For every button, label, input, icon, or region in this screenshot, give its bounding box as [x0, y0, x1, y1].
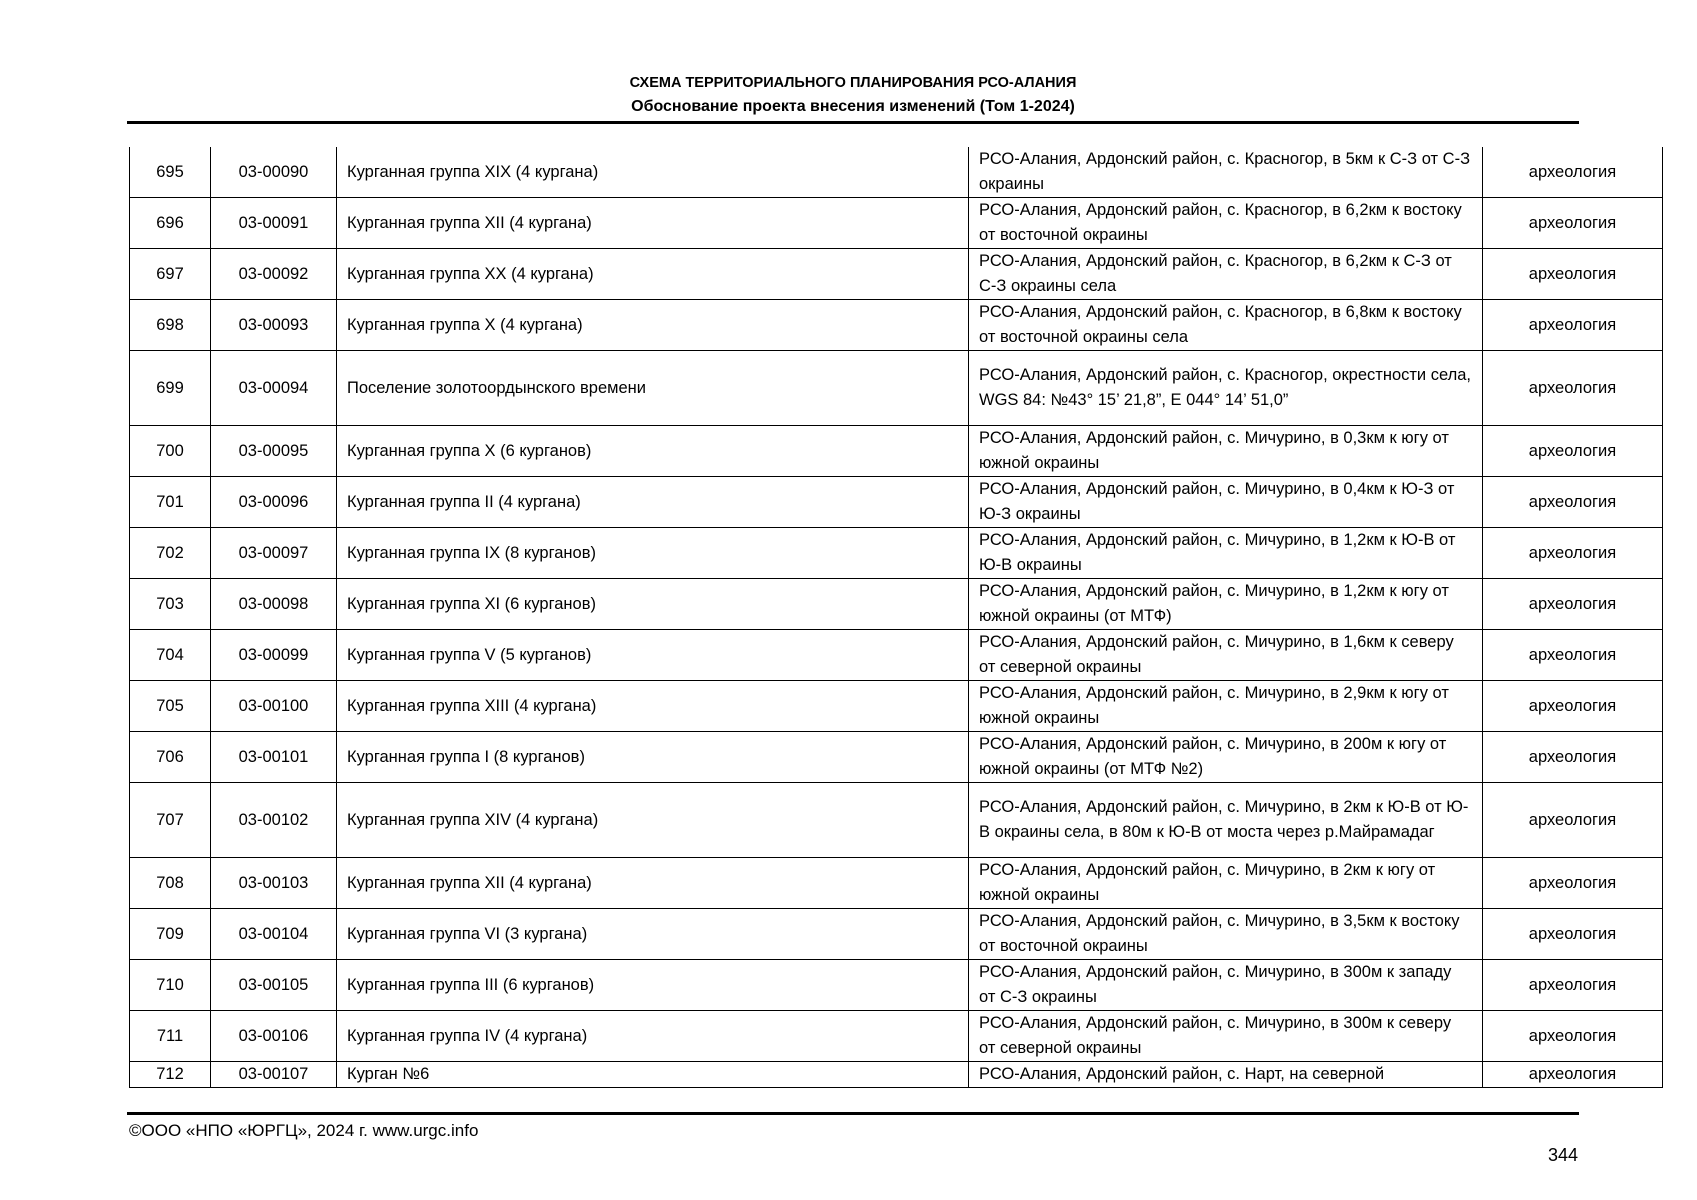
- registry-code-cell: 03-00102: [211, 783, 337, 858]
- object-type-cell: археология: [1483, 783, 1663, 858]
- row-number-cell: 698: [130, 300, 211, 351]
- row-number-cell: 701: [130, 477, 211, 528]
- registry-code-cell: 03-00107: [211, 1062, 337, 1088]
- registry-code-cell: 03-00101: [211, 732, 337, 783]
- table-row: [130, 732, 1663, 783]
- object-name-cell: Курганная группа X (6 курганов): [337, 426, 969, 477]
- object-type-cell: археология: [1483, 909, 1663, 960]
- object-name-cell: Курганная группа XI (6 курганов): [337, 579, 969, 630]
- table-row: [130, 528, 1663, 579]
- object-name-cell: Поселение золотоордынского времени: [337, 351, 969, 426]
- row-number-cell: 703: [130, 579, 211, 630]
- object-type-cell: археология: [1483, 858, 1663, 909]
- object-name-cell: Курганная группа XII (4 кургана): [337, 198, 969, 249]
- row-number-cell: 709: [130, 909, 211, 960]
- row-number-cell: 705: [130, 681, 211, 732]
- object-type-cell: археология: [1483, 147, 1663, 198]
- location-cell: РСО-Алания, Ардонский район, с. Мичурино, в 2,9км к югу от южной окраины: [969, 681, 1483, 732]
- object-type-cell: археология: [1483, 198, 1663, 249]
- object-name-cell: Курганная группа IV (4 кургана): [337, 1011, 969, 1062]
- object-name-cell: Курганная группа IX (8 курганов): [337, 528, 969, 579]
- footer-divider: [127, 1112, 1579, 1115]
- object-name-cell: Курганная группа XII (4 кургана): [337, 858, 969, 909]
- object-type-cell: археология: [1483, 351, 1663, 426]
- row-number-cell: 700: [130, 426, 211, 477]
- registry-code-cell: 03-00103: [211, 858, 337, 909]
- registry-code-cell: 03-00092: [211, 249, 337, 300]
- location-cell: РСО-Алания, Ардонский район, с. Нарт, на северной: [969, 1062, 1483, 1088]
- object-name-cell: Курганная группа XIX (4 кургана): [337, 147, 969, 198]
- page-header: [127, 72, 1579, 118]
- object-type-cell: археология: [1483, 732, 1663, 783]
- row-number-cell: 707: [130, 783, 211, 858]
- row-number-cell: 706: [130, 732, 211, 783]
- table-row: [130, 147, 1663, 198]
- copyright-text: ©ООО «НПО «ЮРГЦ», 2024 г. www.urgc.info: [129, 1121, 479, 1140]
- object-type-cell: археология: [1483, 426, 1663, 477]
- table-row: [130, 477, 1663, 528]
- object-name-cell: Курганная группа X (4 кургана): [337, 300, 969, 351]
- location-cell: РСО-Алания, Ардонский район, с. Красногор, в 6,2км к востоку от восточной окраины: [969, 198, 1483, 249]
- location-cell: РСО-Алания, Ардонский район, с. Мичурино, в 1,2км к Ю-В от Ю-В окраины: [969, 528, 1483, 579]
- object-type-cell: археология: [1483, 528, 1663, 579]
- object-name-cell: Курганная группа XIV (4 кургана): [337, 783, 969, 858]
- location-cell: РСО-Алания, Ардонский район, с. Мичурино, в 200м к югу от южной окраины (от МТФ №2): [969, 732, 1483, 783]
- object-type-cell: археология: [1483, 579, 1663, 630]
- object-name-cell: Курганная группа I (8 курганов): [337, 732, 969, 783]
- registry-code-cell: 03-00104: [211, 909, 337, 960]
- document-subtitle: Обоснование проекта внесения изменений (Том 1-2024): [631, 98, 1075, 115]
- table-row: [130, 579, 1663, 630]
- location-cell: РСО-Алания, Ардонский район, с. Красногор, в 6,8км к востоку от восточной окраины села: [969, 300, 1483, 351]
- table-row: [130, 249, 1663, 300]
- object-name-cell: Курганная группа II (4 кургана): [337, 477, 969, 528]
- row-number-cell: 708: [130, 858, 211, 909]
- location-cell: РСО-Алания, Ардонский район, с. Красногор, в 5км к С-З от С-З окраины: [969, 147, 1483, 198]
- table-row: [130, 300, 1663, 351]
- location-cell: РСО-Алания, Ардонский район, с. Красногор, в 6,2км к С-З от С-З окраины села: [969, 249, 1483, 300]
- registry-code-cell: 03-00099: [211, 630, 337, 681]
- location-cell: РСО-Алания, Ардонский район, с. Мичурино, в 0,4км к Ю-З от Ю-З окраины: [969, 477, 1483, 528]
- registry-code-cell: 03-00097: [211, 528, 337, 579]
- object-name-cell: Курганная группа III (6 курганов): [337, 960, 969, 1011]
- table-row: [130, 909, 1663, 960]
- table-row: [130, 1011, 1663, 1062]
- table-row: [130, 858, 1663, 909]
- registry-code-cell: 03-00090: [211, 147, 337, 198]
- object-name-cell: Курганная группа XIII (4 кургана): [337, 681, 969, 732]
- table-row: [130, 630, 1663, 681]
- table-row: [130, 426, 1663, 477]
- object-name-cell: Курган №6: [337, 1062, 969, 1088]
- object-name-cell: Курганная группа XX (4 кургана): [337, 249, 969, 300]
- location-cell: РСО-Алания, Ардонский район, с. Мичурино, в 300м к западу от С-З окраины: [969, 960, 1483, 1011]
- row-number-cell: 710: [130, 960, 211, 1011]
- row-number-cell: 697: [130, 249, 211, 300]
- location-cell: РСО-Алания, Ардонский район, с. Красногор, окрестности села, WGS 84: №43° 15’ 21,8”, E 044° 14’ 51,0”: [969, 351, 1483, 426]
- object-name-cell: Курганная группа VI (3 кургана): [337, 909, 969, 960]
- heritage-objects-table: [129, 147, 1663, 1088]
- table-row: [130, 681, 1663, 732]
- registry-code-cell: 03-00100: [211, 681, 337, 732]
- registry-code-cell: 03-00105: [211, 960, 337, 1011]
- table-row: [130, 351, 1663, 426]
- table-row: [130, 960, 1663, 1011]
- row-number-cell: 695: [130, 147, 211, 198]
- object-type-cell: археология: [1483, 960, 1663, 1011]
- table-row: [130, 783, 1663, 858]
- object-type-cell: археология: [1483, 681, 1663, 732]
- row-number-cell: 712: [130, 1062, 211, 1088]
- row-number-cell: 704: [130, 630, 211, 681]
- object-type-cell: археология: [1483, 1062, 1663, 1088]
- object-type-cell: археология: [1483, 1011, 1663, 1062]
- object-name-cell: Курганная группа V (5 курганов): [337, 630, 969, 681]
- location-cell: РСО-Алания, Ардонский район, с. Мичурино, в 2км к Ю-В от Ю-В окраины села, в 80м к Ю-В от моста через р.Майрамадаг: [969, 783, 1483, 858]
- registry-code-cell: 03-00096: [211, 477, 337, 528]
- location-cell: РСО-Алания, Ардонский район, с. Мичурино, в 3,5км к востоку от восточной окраины: [969, 909, 1483, 960]
- row-number-cell: 702: [130, 528, 211, 579]
- row-number-cell: 696: [130, 198, 211, 249]
- registry-code-cell: 03-00098: [211, 579, 337, 630]
- document-title: СХЕМА ТЕРРИТОРИАЛЬНОГО ПЛАНИРОВАНИЯ РСО-АЛАНИЯ: [629, 75, 1077, 91]
- location-cell: РСО-Алания, Ардонский район, с. Мичурино, в 2км к югу от южной окраины: [969, 858, 1483, 909]
- table-row: [130, 198, 1663, 249]
- location-cell: РСО-Алания, Ардонский район, с. Мичурино, в 1,2км к югу от южной окраины (от МТФ): [969, 579, 1483, 630]
- registry-code-cell: 03-00093: [211, 300, 337, 351]
- registry-code-cell: 03-00094: [211, 351, 337, 426]
- row-number-cell: 699: [130, 351, 211, 426]
- row-number-cell: 711: [130, 1011, 211, 1062]
- location-cell: РСО-Алания, Ардонский район, с. Мичурино, в 1,6км к северу от северной окраины: [969, 630, 1483, 681]
- header-divider: [127, 121, 1579, 124]
- registry-code-cell: 03-00106: [211, 1011, 337, 1062]
- object-type-cell: археология: [1483, 630, 1663, 681]
- object-type-cell: археология: [1483, 300, 1663, 351]
- table-row: [130, 1062, 1663, 1088]
- object-type-cell: археология: [1483, 477, 1663, 528]
- registry-code-cell: 03-00095: [211, 426, 337, 477]
- location-cell: РСО-Алания, Ардонский район, с. Мичурино, в 300м к северу от северной окраины: [969, 1011, 1483, 1062]
- object-type-cell: археология: [1483, 249, 1663, 300]
- page-number: 344: [1547, 1145, 1578, 1165]
- location-cell: РСО-Алания, Ардонский район, с. Мичурино, в 0,3км к югу от южной окраины: [969, 426, 1483, 477]
- table-body: [130, 147, 1663, 1088]
- registry-code-cell: 03-00091: [211, 198, 337, 249]
